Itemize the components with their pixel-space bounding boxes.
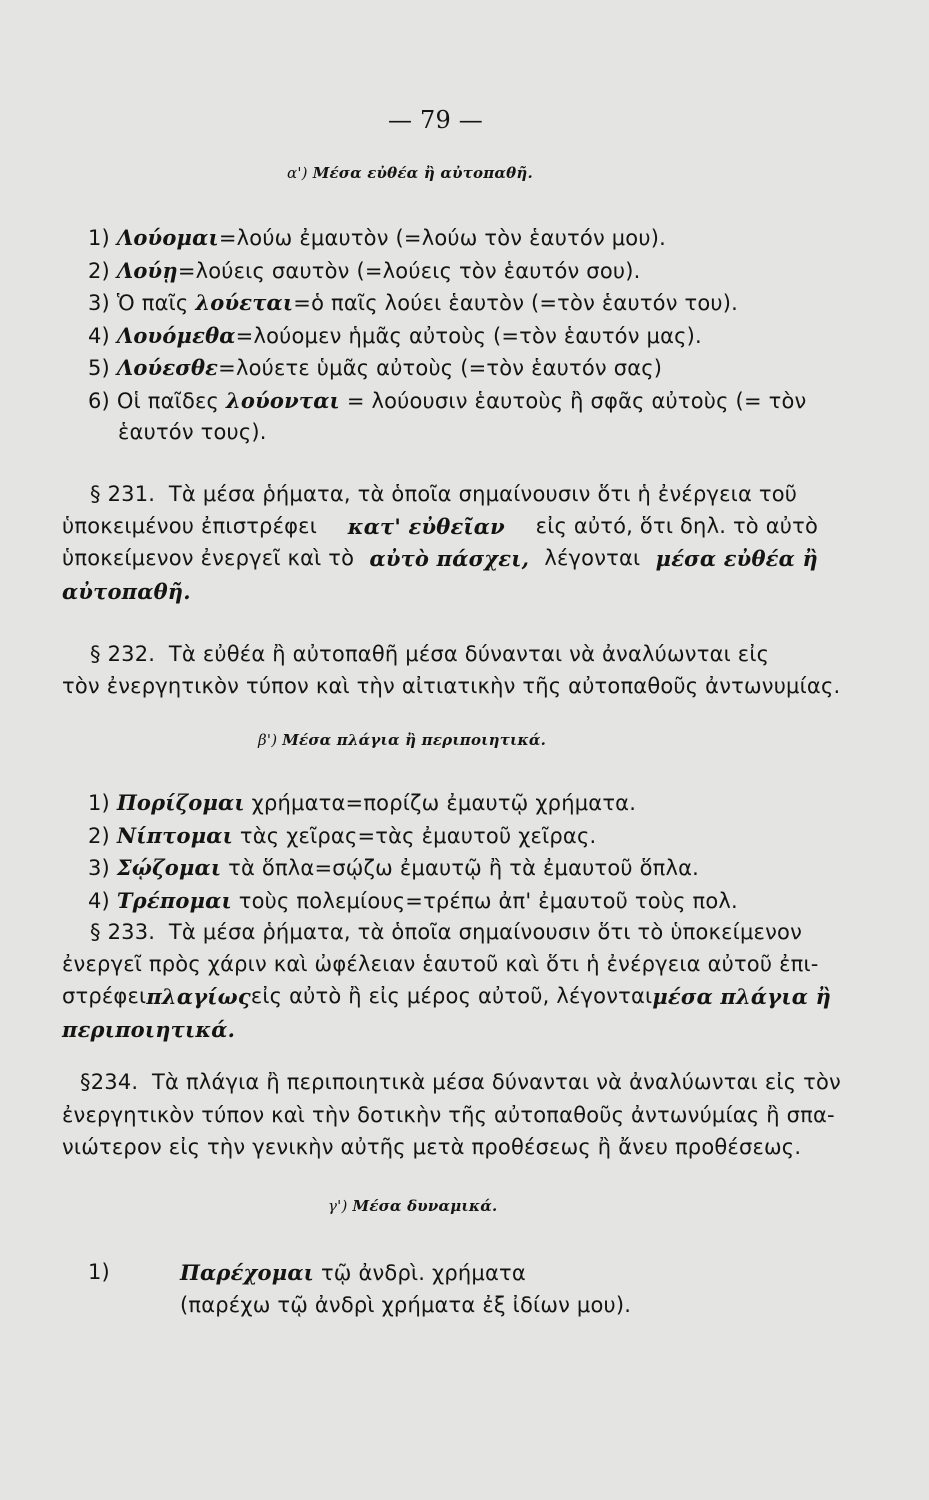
list-item: 2) Νίπτομαι τὰς χεῖρας=τὰς ἐμαυτοῦ χεῖρας. (88, 823, 597, 848)
section-b-heading (258, 733, 546, 748)
paragraph-232-line: τὸν ἐνεργητικὸν τύπον καὶ τὴν αἰτιατικὴν τῆς αὐτοπαθοῦς ἀντωνυμίας. (62, 674, 841, 698)
list-item-continuation: ἑαυτόν τους). (118, 420, 267, 444)
list-item: 5) Λούεσθε=λούετε ὑμᾶς αὐτοὺς (=τὸν ἑαυτόν σας) (88, 355, 663, 380)
section-c-title: Μέσα δυναμικά. (352, 1197, 498, 1215)
list-item: 2) Λούῃ=λούεις σαυτὸν (=λούεις τὸν ἑαυτόν σου). (88, 258, 641, 283)
list-item: 3) Ὁ παῖς λούεται=ὁ παῖς λούει ἑαυτὸν (=τὸν ἑαυτόν του). (88, 290, 739, 315)
paragraph-231-line: αὐτοπαθῆ. (62, 579, 191, 604)
paragraph-234-line: §234. Τὰ πλάγια ἢ περιποιητικὰ μέσα δύνανται νὰ ἀναλύωνται εἰς τὸν (80, 1070, 841, 1094)
list-item: 6) Οἱ παῖδες λούονται = λούουσιν ἑαυτοὺς ἢ σφᾶς αὐτοὺς (= τὸν (88, 388, 807, 413)
section-a-heading (287, 166, 533, 181)
paragraph-232-line: § 232. Τὰ εὐθέα ἢ αὐτοπαθῆ μέσα δύνανται νὰ ἀναλύωνται εἰς (90, 642, 770, 666)
section-mark: § 232. (90, 642, 156, 666)
section-b-label: β') (258, 731, 278, 749)
page-number: — 79 — (388, 106, 483, 134)
section-a-label: α') (287, 164, 308, 182)
list-item: 4) Τρέπομαι τοὺς πολεμίους=τρέπω ἀπ' ἐμαυτοῦ τοὺς πολ. (88, 888, 738, 913)
list-item-continuation: (παρέχω τῷ ἀνδρὶ χρήματα ἐξ ἰδίων μου). (180, 1293, 632, 1317)
section-mark: § 233. (90, 920, 156, 944)
section-mark: § 231. (90, 482, 156, 506)
paragraph-231-line: § 231. Τὰ μέσα ῥήματα, τὰ ὁποῖα σημαίνουσιν ὅτι ἡ ἐνέργεια τοῦ (90, 482, 798, 506)
paragraph-233-line: στρέφει πλαγίως εἰς αὐτὸ ἢ εἰς μέρος αὐτοῦ, λέγονται μέσα πλάγια ἢ (62, 984, 832, 1009)
section-c-label: γ') (328, 1197, 348, 1215)
list-item: Παρέχομαι τῷ ἀνδρὶ. χρήματα (180, 1260, 526, 1285)
paragraph-233-line: § 233. Τὰ μέσα ῥήματα, τὰ ὁποῖα σημαίνουσιν ὅτι τὸ ὑποκείμενον (90, 920, 803, 944)
list-item: 3) Σῴζομαι τὰ ὅπλα=σῴζω ἐμαυτῷ ἢ τὰ ἐμαυτοῦ ὅπλα. (88, 855, 700, 880)
section-mark: §234. (80, 1070, 139, 1094)
list-item-number: 1) (88, 1260, 110, 1284)
list-item: 4) Λουόμεθα=λούομεν ἡμᾶς αὐτοὺς (=τὸν ἑαυτόν μας). (88, 323, 702, 348)
section-c-heading (328, 1199, 497, 1214)
section-b-title: Μέσα πλάγια ἢ περιποιητικά. (282, 731, 547, 749)
paragraph-231-line: ὑποκείμενον ἐνεργεῖ καὶ τὸ αὐτὸ πάσχει, λέγονται μέσα εὐθέα ἢ (62, 546, 818, 571)
paragraph-233-line: περιποιητικά. (62, 1017, 236, 1042)
paragraph-233-line: ἐνεργεῖ πρὸς χάριν καὶ ὠφέλειαν ἑαυτοῦ καὶ ὅτι ἡ ἐνέργεια αὐτοῦ ἐπι- (62, 952, 819, 976)
list-item: 1) Πορίζομαι χρήματα=πορίζω ἐμαυτῷ χρήματα. (88, 790, 637, 815)
paragraph-231-line: ὑποκειμένου ἐπιστρέφει κατ' εὐθεῖαν εἰς αὐτό, ὅτι δηλ. τὸ αὐτὸ (62, 514, 818, 539)
paragraph-234-line: νιώτερον εἰς τὴν γενικὴν αὐτῆς μετὰ προθέσεως ἢ ἄνευ προθέσεως. (62, 1135, 802, 1159)
paragraph-234-line: ἐνεργητικὸν τύπον καὶ τὴν δοτικὴν τῆς αὐτοπαθοῦς ἀντωνύμίας ἢ σπα- (62, 1103, 835, 1127)
section-a-title: Μέσα εὐθέα ἢ αὐτοπαθῆ. (312, 164, 533, 182)
list-item: 1) Λούομαι=λούω ἐμαυτὸν (=λούω τὸν ἑαυτόν μου). (88, 225, 666, 250)
